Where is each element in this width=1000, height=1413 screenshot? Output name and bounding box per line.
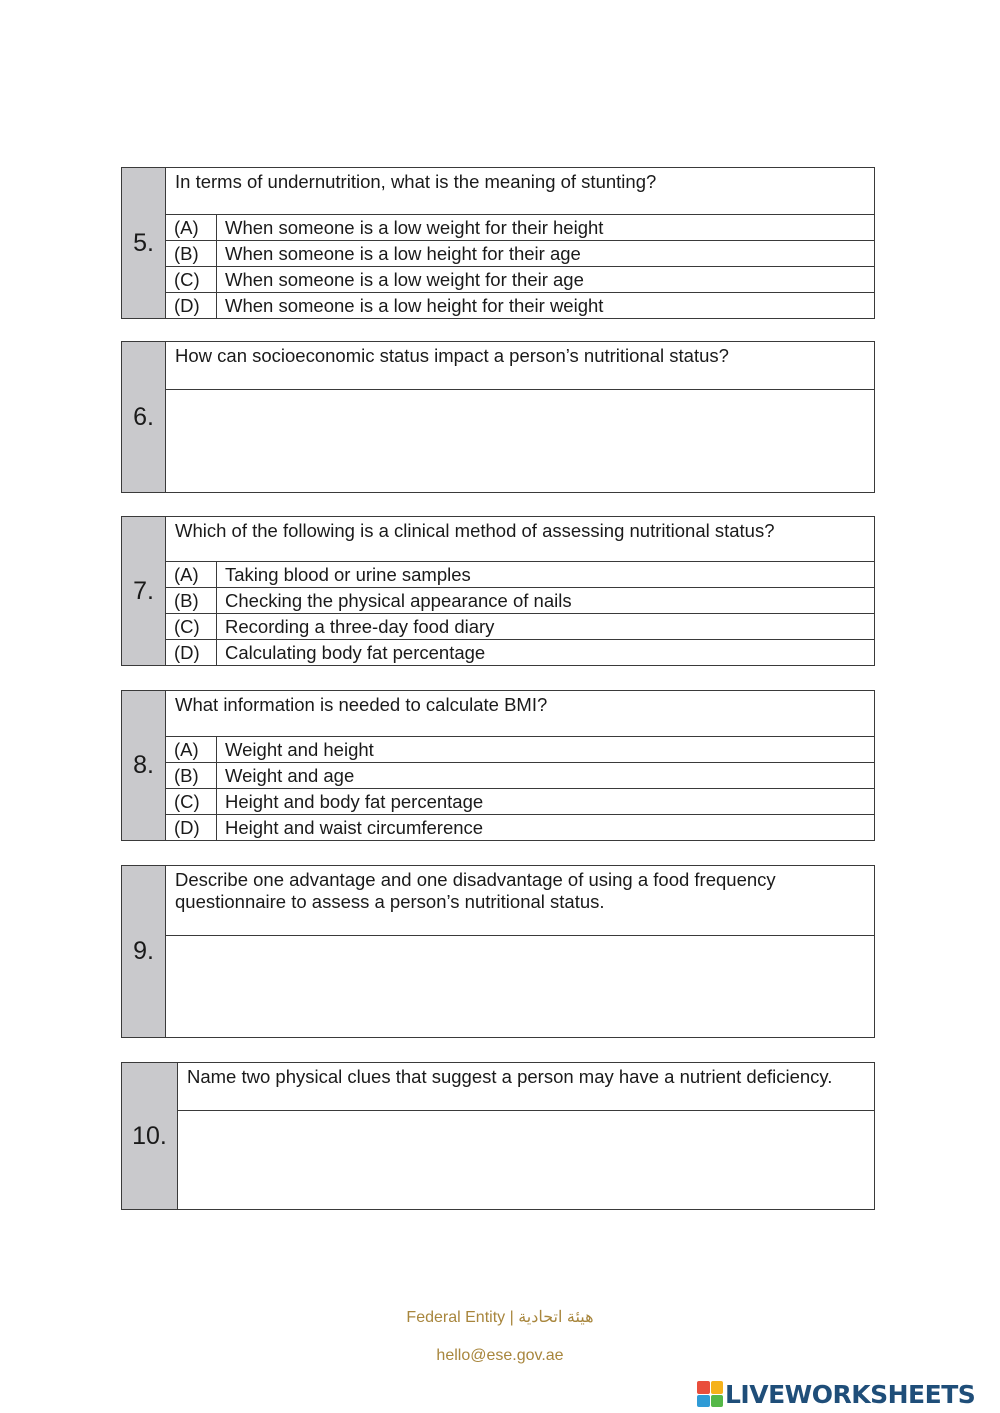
option-letter: (B) xyxy=(166,763,217,788)
option-a[interactable] xyxy=(166,215,874,241)
option-letter: (C) xyxy=(166,614,217,639)
question-text: What information is needed to calculate BMI? xyxy=(166,691,874,737)
brand-name: LIVEWORKSHEETS xyxy=(725,1379,976,1409)
option-letter: (C) xyxy=(166,789,217,814)
question-text: How can socioeconomic status impact a person’s nutritional status? xyxy=(166,342,874,390)
option-text: When someone is a low weight for their height xyxy=(225,216,604,238)
option-text: When someone is a low height for their age xyxy=(225,242,581,264)
option-a[interactable] xyxy=(166,737,874,763)
option-d[interactable] xyxy=(166,640,874,665)
question-7 xyxy=(121,516,875,666)
answer-area[interactable] xyxy=(166,390,874,492)
option-b[interactable] xyxy=(166,588,874,614)
option-a[interactable] xyxy=(166,562,874,588)
question-10 xyxy=(121,1062,875,1210)
question-number: 5. xyxy=(122,168,166,318)
question-text: Name two physical clues that suggest a person may have a nutrient deficiency. xyxy=(178,1063,874,1111)
option-text: Height and waist circumference xyxy=(225,817,484,838)
question-text: Which of the following is a clinical method of assessing nutritional status? xyxy=(166,517,874,562)
liveworksheets-brand[interactable] xyxy=(697,1379,975,1409)
question-number: 8. xyxy=(122,691,166,840)
option-letter: (D) xyxy=(166,640,217,665)
question-8 xyxy=(121,690,875,841)
option-letter: (A) xyxy=(166,562,217,587)
footer-email[interactable]: hello@ese.gov.ae xyxy=(436,1347,564,1364)
option-letter: (C) xyxy=(166,267,217,292)
option-b[interactable] xyxy=(166,241,874,267)
option-text: Height and body fat percentage xyxy=(225,791,484,812)
option-letter: (B) xyxy=(166,241,217,266)
question-6 xyxy=(121,341,875,493)
option-letter: (A) xyxy=(166,215,217,240)
option-b[interactable] xyxy=(166,763,874,789)
option-letter: (D) xyxy=(166,815,217,840)
option-c[interactable] xyxy=(166,614,874,640)
option-d[interactable] xyxy=(166,815,874,840)
question-text: Describe one advantage and one disadvantage of using a food frequency questionnaire to assess a person’s nutritional status. xyxy=(166,866,874,936)
question-number: 7. xyxy=(122,517,166,665)
option-d[interactable] xyxy=(166,293,874,318)
answer-area[interactable] xyxy=(178,1111,874,1209)
option-c[interactable] xyxy=(166,267,874,293)
option-text: Weight and height xyxy=(225,739,374,760)
question-number: 10. xyxy=(122,1063,178,1209)
option-text: Taking blood or urine samples xyxy=(225,564,471,585)
liveworksheets-logo-icon xyxy=(697,1381,723,1407)
option-text: Calculating body fat percentage xyxy=(225,642,486,663)
footer-entity: Federal Entity | هيئة اتحادية xyxy=(406,1309,594,1326)
question-text: In terms of undernutrition, what is the meaning of stunting? xyxy=(166,168,874,215)
option-text: When someone is a low weight for their age xyxy=(225,268,584,290)
option-letter: (B) xyxy=(166,588,217,613)
question-9 xyxy=(121,865,875,1038)
option-text: Recording a three-day food diary xyxy=(225,616,495,637)
question-number: 9. xyxy=(122,866,166,1037)
option-letter: (D) xyxy=(166,293,217,318)
question-5 xyxy=(121,167,875,319)
option-text: When someone is a low height for their weight xyxy=(225,294,604,316)
question-number: 6. xyxy=(122,342,166,492)
option-text: Weight and age xyxy=(225,765,355,786)
option-text: Checking the physical appearance of nails xyxy=(225,590,572,611)
answer-area[interactable] xyxy=(166,936,874,1037)
option-letter: (A) xyxy=(166,737,217,762)
option-c[interactable] xyxy=(166,789,874,815)
